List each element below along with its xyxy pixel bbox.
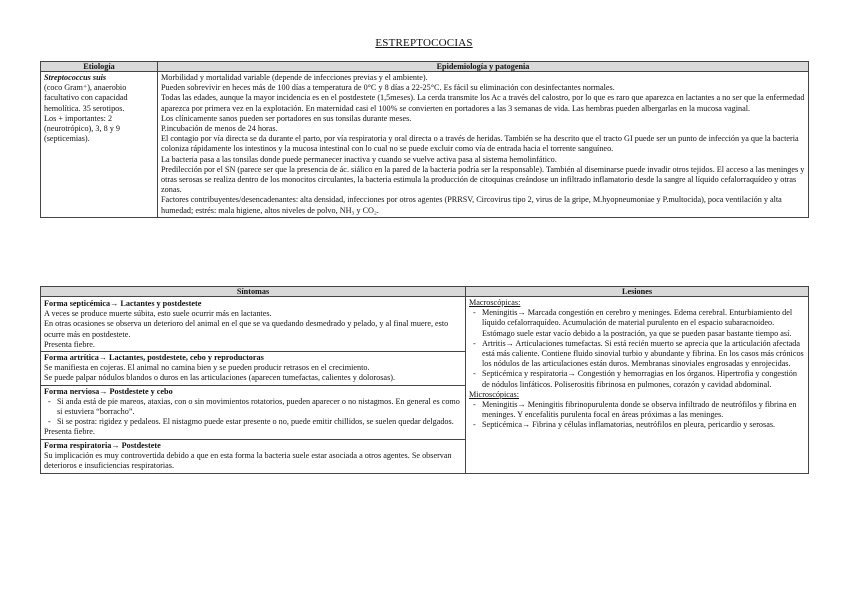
microscopicas-list: [469, 400, 805, 431]
list-item: - Artritis→ Articulaciones tumefactas. Si está recién muerto se aprecia que la articulación afectada está más caliente. Contiene fluido sinovial turbio y abundante y fibrina. En los casos más crónicos los nódulos de las articulaciones están duros. Membranas sinoviales engrosadas y enrojecidas.: [482, 339, 805, 370]
sintoma-line: Presenta fiebre.: [44, 339, 95, 349]
list-item: - Meningitis→ Meningitis fibrinopurulenta donde se observa infiltrado de neutrófilos y fibrina en meninges. Y encefalitis purulenta focal en áreas próximas a las meninges.: [482, 400, 805, 420]
important-serotypes: Los + importantes: 2 (neurotrópico), 3, 8 y 9 (septicemias).: [44, 113, 120, 144]
forma-septicemica: [41, 298, 465, 352]
species-description: (coco Gram⁺), anaerobio facultativo con capacidad hemolítica. 35 serotipos.: [44, 83, 128, 113]
epi-line: La bacteria pasa a las tonsilas donde puede permanecer inactiva y cuando se vuelve activa pasa al sistema hemolinfático.: [161, 154, 557, 164]
list-item: - Si anda está de pie mareos, ataxias, con o sin movimientos rotatorios, pueden aparecer o no nistagmos. En general es como si estuviera “borracho”.: [57, 397, 462, 417]
epi-line: P.incubación de menos de 24 horas.: [161, 124, 278, 134]
epi-line: Todas las edades, aunque la mayor incidencia es en el postdestete (1,5meses). La cerda transmite los Ac a través del calostro, por lo que es raro que aparezca en lactantes a no ser que la enfermedad aparezca por primera vez en la explotación. En maternidad casi el 100% se convierten en portadores a las 3 semanas de vida. Las hembras pueden albergarlas en la mucosa vaginal.: [161, 93, 805, 113]
forma-heading: Forma artrítica→ Lactantes, postdestete, cebo y reproductoras: [44, 353, 264, 363]
epi-line: Predilección por el SN (parece ser que la presencia de ác. siálico en la pared de la bacteria podría ser la responsable). También al diseminarse puede invadir otros tejidos. El acceso a las meninges y otras serosas se realiza dentro de los monocitos circulantes, la bacteria estimula la producción de citoquinas creándose un infiltrado inflamatorio desde la sangre al líquido cefalorraquídeo y otras zonas.: [161, 164, 805, 195]
header-sintomas: Síntomas: [41, 287, 466, 297]
sintomas-lesiones-table: [40, 286, 809, 474]
sintoma-line: Su implicación es muy controvertida debido a que en esta forma la bacteria suele estar asociada a otros agentes. Se observan deterioros e insuficiencias respiratorias.: [44, 450, 452, 471]
epi-line: Los clínicamente sanos pueden ser portadores en sus tonsilas durante meses.: [161, 113, 412, 123]
sintoma-line: En otras ocasiones se observa un deterioro del animal en el que se va quedando desmedrado y pelado, y al final muere, esto ocurre más en postdestete.: [44, 319, 449, 339]
sintoma-line: Se manifiesta en cojeras. El animal no camina bien y se pueden producir retrasos en el crecimiento.: [44, 363, 370, 373]
forma-respiratoria: [41, 440, 465, 473]
list-item: - Septicémica y respiratoria→ Congestión y hemorragias en los órganos. Hipertrofia y congestión de nódulos linfáticos. Poliserositis fibrinosa en pulmones, corazón y cavidad abdominal.: [482, 369, 805, 389]
list-item: - Septicémica→ Fibrina y células inflamatorias, neutrófilos en pleura, pericardio y serosas.: [482, 420, 805, 430]
epi-line: Pueden sobrevivir en heces más de 100 días a temperatura de 0°C y 8 días a 22-25°C. Es fácil su eliminación con desinfectantes normales.: [161, 83, 615, 93]
forma-heading: Forma septicémica→ Lactantes y postdestete: [44, 299, 202, 308]
forma-heading: Forma respiratoria→ Postdestete: [44, 440, 161, 450]
document-title: ESTREPTOCOCIAS: [375, 37, 473, 49]
lesiones-cell: [466, 297, 809, 474]
sintoma-line: Presenta fiebre.: [44, 427, 95, 437]
header-epidemiologia: Epidemiología y patogenia: [158, 62, 809, 72]
list-item: - Si se postra: rigidez y pedaleos. El nistagmo puede estar presente o no, puede emitir chillidos, se suelen quedar delgados.: [57, 417, 462, 427]
epi-line: Morbilidad y mortalidad variable (depende de infecciones previas y el ambiente).: [161, 73, 428, 82]
sintomas-cell: [41, 297, 466, 474]
forma-heading: Forma nerviosa→ Postdestete y cebo: [44, 386, 173, 396]
sintoma-line: A veces se produce muerte súbita, esto suele ocurrir más en lactantes.: [44, 309, 272, 319]
header-etiologia: Etiología: [41, 62, 158, 72]
macroscopicas-label: Macroscópicas:: [469, 298, 521, 307]
sintoma-line: Se puede palpar nódulos blandos o duros en las articulaciones (aparecen tumefactas, calientes y dolorosas).: [44, 373, 396, 383]
etiologia-cell: [41, 72, 158, 218]
macroscopicas-list: [469, 308, 805, 390]
forma-artritica: [41, 352, 465, 386]
species-name: Streptococcus suis: [44, 73, 107, 82]
forma-nerviosa: [41, 386, 465, 440]
epi-line: El contagio por vía directa se da durante el parto, por vía respiratoria y oral directa o a través de heridas. También se ha descrito que el tracto GI puede ser un punto de infección ya que la bacteria coloniza rápidamente los intestinos y la mucosa intestinal con lo cual no se puede excluir como vía de entrada hacia el torrente sanguíneo.: [161, 134, 799, 154]
nerviosa-bullets: [44, 397, 462, 428]
etiologia-epidemiologia-table: [40, 61, 809, 218]
list-item: - Meningitis→ Marcada congestión en cerebro y meninges. Edema cerebral. Enturbiamiento del líquido cefalorraquídeo. Acumulación de material purulento en el espacio subaracnoideo. Estómago suele estar vacío debido a la postración, ya que se pueden pasar bastante tiempo así.: [482, 308, 805, 339]
epidemiologia-cell: [158, 72, 809, 218]
epi-line: Factores contribuyentes/desencadenantes: alta densidad, infecciones por otros agentes (PRRSV, Circovirus tipo 2, virus de la gripe, M.hyopneumoniae y P.multocida), poca ventilación y alta humedad; estrés: mala higiene, altos niveles de polvo, NH₃ y CO₂.: [161, 195, 782, 215]
microscopicas-label: Microscópicas:: [469, 389, 520, 399]
header-lesiones: Lesiones: [466, 287, 809, 297]
